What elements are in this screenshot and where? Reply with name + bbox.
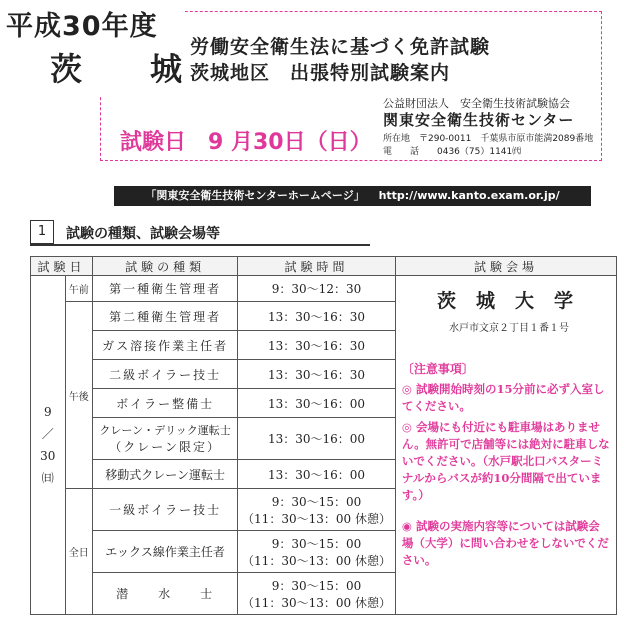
headline-2: 茨城地区 出張特別試験案内 [190,62,451,84]
page-title-region: 茨 城 [50,50,201,88]
note-item: ◉ 試験の実施内容等については試験会場（大学）に問い合わせをしないでください。 [401,519,609,567]
header-venue: 試験会場 [395,257,616,276]
period-morning: 午前 [65,276,92,302]
exam-time: 9：30～15：00 （11：30～13：00 休憩） [238,573,396,615]
exam-time: 9：30～12：30 [238,276,396,302]
exam-date-cell: 9 ／ 30 ㈰ [31,276,66,615]
exam-name: 第一種衛生管理者 [93,276,238,302]
center-name: 関東安全衛生技術センター [383,111,575,129]
table-header-row [31,257,617,276]
exam-name: 一級ボイラー技士 [93,489,238,531]
section-title: 試験の種類、試験会場等 [66,226,220,242]
exam-time: 13：30～16：30 [238,331,396,360]
exam-time: 13：30～16：30 [238,302,396,331]
exam-name: ボイラー整備士 [93,389,238,418]
note-item: ◎ 会場にも付近にも駐車場はありません。無許可で店舗等には絶対に駐車しないでください。（水戸駅北口バスターミナルからバスが約10分間隔で出ています。） [401,420,610,502]
exam-name: ガス溶接作業主任者 [93,331,238,360]
exam-time: 13：30～16：30 [238,360,396,389]
venue-name: 茨城大学 [436,290,593,312]
url-bar[interactable] [114,186,591,206]
page-title-year: 平成30年度 [6,11,158,42]
exam-name: 移動式クレーン運転士 [93,460,238,489]
section-number: 1 [30,220,54,244]
notes-heading: 〔注意事項〕 [401,362,474,376]
exam-time: 13：30～16：00 [238,460,396,489]
venue-cell [395,276,616,615]
schedule-table [30,256,617,615]
association-name: 公益財団法人 安全衛生技術試験協会 [383,97,570,110]
url-link[interactable]: http://www.kanto.exam.or.jp/ [378,189,560,202]
section-underline [30,244,370,246]
note-item: ◎ 試験開始時刻の15分前に必ず入室してください。 [401,382,605,413]
exam-day: 試験日 9 月30日（日） [120,130,372,155]
exam-name: 第二種衛生管理者 [93,302,238,331]
exam-time: 13：30～16：00 [238,418,396,460]
period-afternoon: 午後 [65,302,92,489]
exam-name: クレーン・デリック運転士 （クレーン限定） [93,418,238,460]
exam-time: 13：30～16：00 [238,389,396,418]
header-date: 試験日 [31,257,93,276]
header-time: 試験時間 [238,257,396,276]
url-label: 「関東安全衛生技術センターホームページ」 [145,189,365,202]
exam-name: 潜 水 士 [93,573,238,615]
exam-time: 9：30～15：00 （11：30～13：00 休憩） [238,531,396,573]
exam-time: 9：30～15：00 （11：30～13：00 休憩） [238,489,396,531]
exam-name: エックス線作業主任者 [93,531,238,573]
address: 所在地 〒290-0011 千葉県市原市能満2089番地 [383,134,594,144]
venue-address: 水戸市文京２丁目１番１号 [448,323,569,334]
period-allday: 全日 [65,489,92,615]
table-row [31,276,617,302]
exam-name: 二級ボイラー技士 [93,360,238,389]
header-type: 試験の種類 [93,257,238,276]
phone: 電 話 0436（75）1141㈹ [383,147,522,157]
headline-1: 労働安全衛生法に基づく免許試験 [190,36,491,58]
